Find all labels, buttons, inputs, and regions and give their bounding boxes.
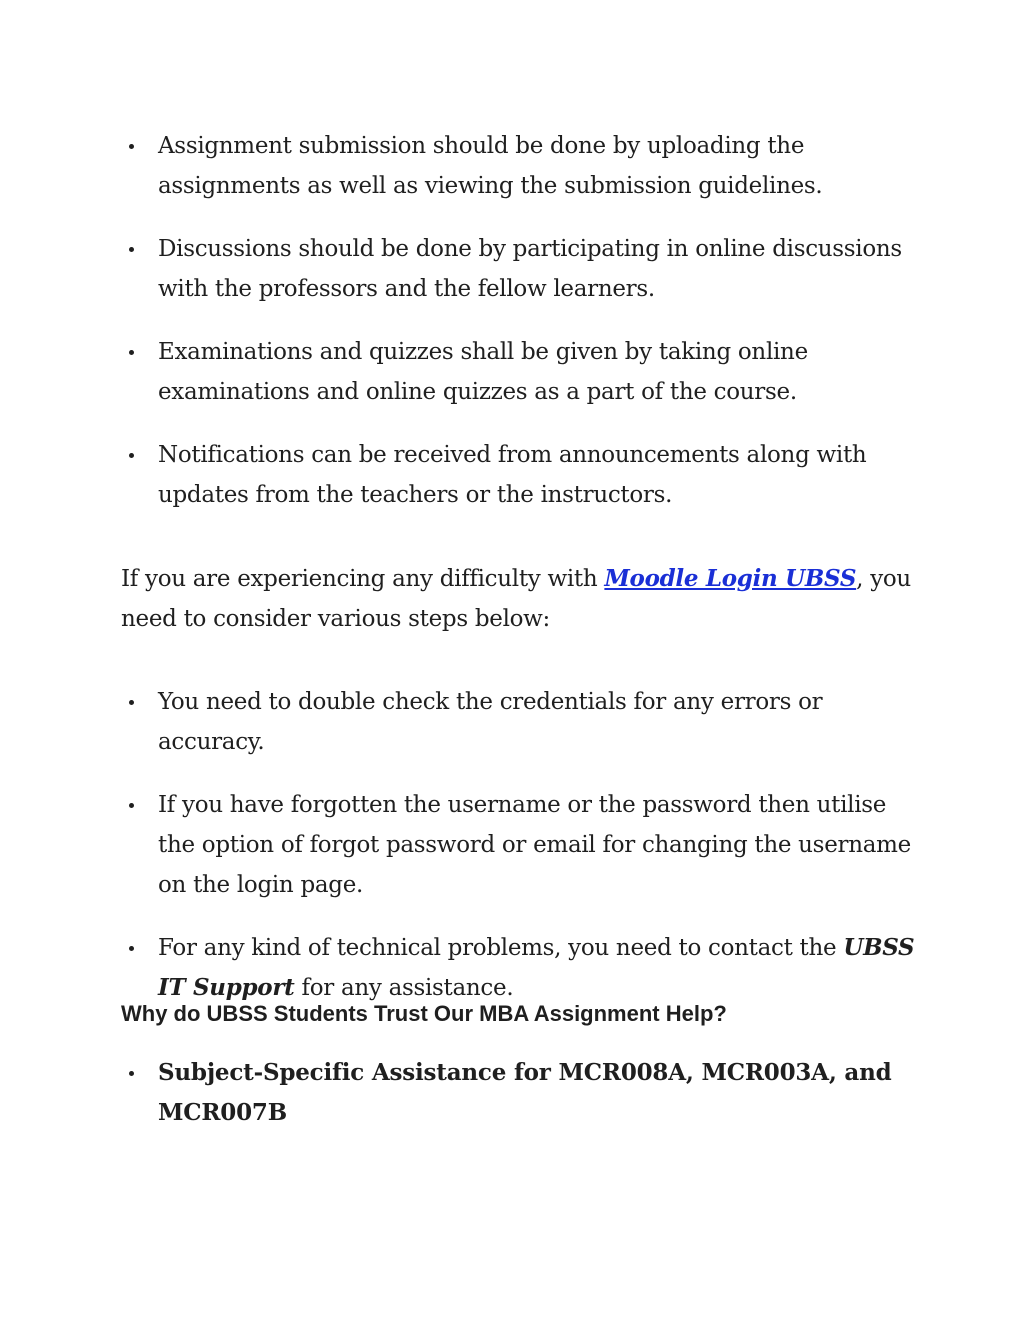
list-item: Subject-Specific Assistance for MCR008A, MCR003A, and MCR007B: [121, 1053, 921, 1133]
reasons-list: [121, 1053, 921, 1156]
support-text-before: For any kind of technical problems, you need to contact the: [158, 935, 844, 961]
list-item: Notifications can be received from announcements along with updates from the teachers or the instructors.: [121, 435, 921, 515]
list-item: Discussions should be done by participating in online discussions with the professors and the fellow learners.: [121, 229, 921, 309]
list-item: [121, 928, 921, 1008]
troubleshooting-list: [121, 682, 921, 1031]
intro-text-after: , you need to consider various steps below:: [121, 566, 911, 632]
list-item: If you have forgotten the username or the password then utilise the option of forgot password or email for changing the username on the login page.: [121, 785, 921, 905]
it-support-emphasis: UBSS IT Support: [158, 934, 915, 1001]
section-heading: Why do UBSS Students Trust Our MBA Assignment Help?: [121, 1001, 727, 1026]
support-text-after: for any assistance.: [294, 975, 514, 1001]
intro-paragraph: [121, 559, 911, 639]
moodle-login-link[interactable]: Moodle Login UBSS: [604, 565, 857, 592]
list-item: Examinations and quizzes shall be given by taking online examinations and online quizzes as a part of the course.: [121, 332, 921, 412]
intro-text-before: If you are experiencing any difficulty with: [121, 566, 605, 592]
lms-features-list: [121, 126, 921, 538]
list-item: You need to double check the credentials for any errors or accuracy.: [121, 682, 921, 762]
list-item: Assignment submission should be done by uploading the assignments as well as viewing the submission guidelines.: [121, 126, 921, 206]
